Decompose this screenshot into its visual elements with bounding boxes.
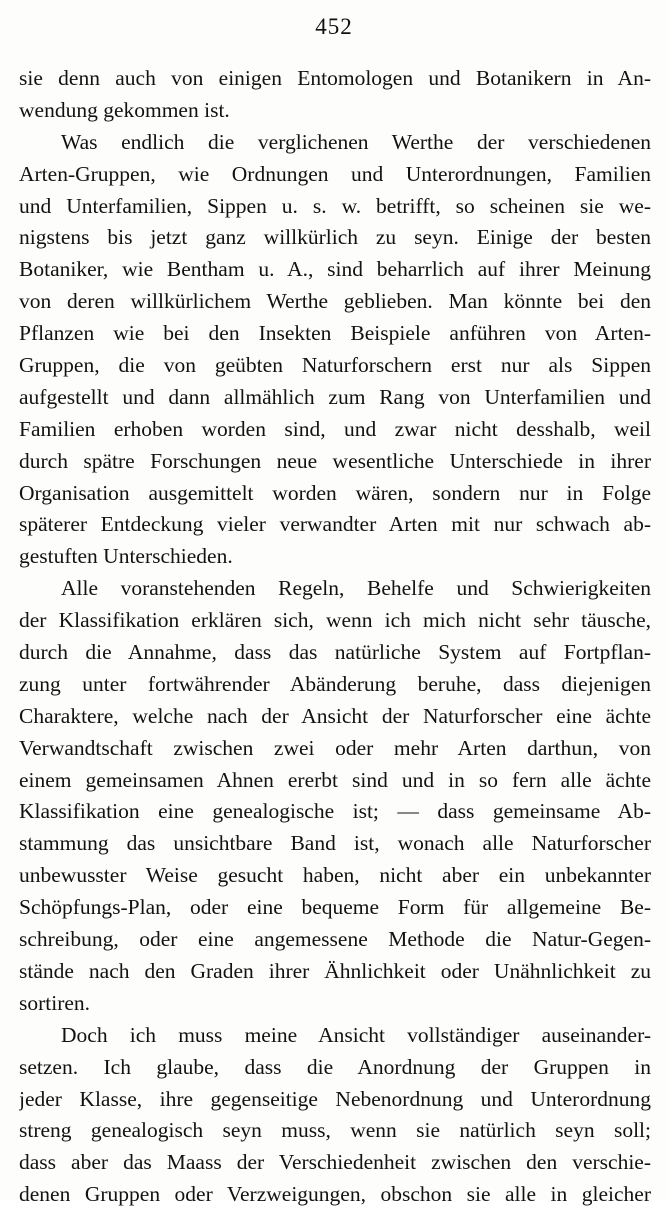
text-line: durch spätre Forschungen neue wesentliche Unterschiede in ihrer (19, 448, 651, 473)
text-line: durch die Annahme, dass das natürliche System auf Fortpflan- (19, 640, 651, 665)
text-line: stände nach den Graden ihrer Ähnlichkeit oder Unähnlichkeit zu (19, 958, 651, 983)
text-line: wendung gekommen ist. (19, 97, 230, 122)
text-line: setzen. Ich glaube, dass die Anordnung der Gruppen in (19, 1054, 651, 1079)
text-line: Schöpfungs-Plan, oder eine bequeme Form für allgemeine Be- (19, 895, 651, 920)
text-line: denen Gruppen oder Verzweigungen, obschon sie alle in gleicher (19, 1182, 651, 1207)
text-line: unbewusster Weise gesucht haben, nicht aber ein unbekannter (19, 863, 651, 888)
text-line: zung unter fortwährender Abänderung beruhe, dass diejenigen (19, 671, 651, 696)
text-line: Pflanzen wie bei den Insekten Beispiele anführen von Arten- (19, 321, 651, 346)
text-line: Verwandtschaft zwischen zwei oder mehr Arten darthun, von (19, 735, 651, 760)
text-line: sortiren. (19, 990, 91, 1015)
text-line: einem gemeinsamen Ahnen ererbt sind und in so fern alle ächte (19, 767, 651, 792)
text-line: Alle voranstehenden Regeln, Behelfe und Schwierigkeiten (61, 576, 651, 601)
text-line: Botaniker, wie Bentham u. A., sind beharrlich auf ihrer Meinung (19, 257, 651, 282)
text-line: aufgestellt und dann allmählich zum Rang von Unterfamilien und (19, 384, 651, 409)
text-line: Arten-Gruppen, wie Ordnungen und Unterordnungen, Familien (19, 161, 651, 186)
text-line: Organisation ausgemittelt worden wären, sondern nur in Folge (19, 480, 651, 505)
text-line: Familien erhoben worden sind, und zwar nicht desshalb, weil (19, 416, 651, 441)
text-line: jeder Klasse, ihre gegenseitige Nebenordnung und Unterordnung (19, 1086, 651, 1111)
page-number: 452 (315, 14, 353, 39)
text-line: nigstens bis jetzt ganz willkürlich zu seyn. Einige der besten (19, 225, 651, 250)
text-line: Klassifikation eine genealogische ist; — dass gemeinsame Ab- (19, 799, 651, 824)
text-line: stammung das unsichtbare Band ist, wonach alle Naturforscher (19, 831, 651, 856)
text-line: gestuften Unterschieden. (19, 544, 233, 569)
text-line: der Klassifikation erklären sich, wenn ich mich nicht sehr täusche, (19, 608, 651, 633)
text-line: und Unterfamilien, Sippen u. s. w. betrifft, so scheinen sie we- (19, 193, 651, 218)
text-line: Was endlich die verglichenen Werthe der verschiedenen (61, 129, 651, 154)
text-line: späterer Entdeckung vieler verwandter Arten mit nur schwach ab- (19, 512, 651, 537)
text-line: schreibung, oder eine angemessene Methode die Natur-Gegen- (19, 927, 651, 952)
text-line: Gruppen, die von geübten Naturforschern erst nur als Sippen (19, 353, 651, 378)
text-line: Doch ich muss meine Ansicht vollständiger auseinander- (61, 1022, 651, 1047)
text-line: dass aber das Maass der Verschiedenheit zwischen den verschie- (19, 1150, 651, 1175)
body-text (19, 63, 651, 1211)
text-line: streng genealogisch seyn muss, wenn sie natürlich seyn soll; (19, 1118, 651, 1143)
text-line: sie denn auch von einigen Entomologen und Botanikern in An- (19, 66, 651, 90)
text-line: Charaktere, welche nach der Ansicht der Naturforscher eine ächte (19, 703, 651, 728)
text-line: von deren willkürlichem Werthe geblieben. Man könnte bei den (19, 289, 651, 314)
